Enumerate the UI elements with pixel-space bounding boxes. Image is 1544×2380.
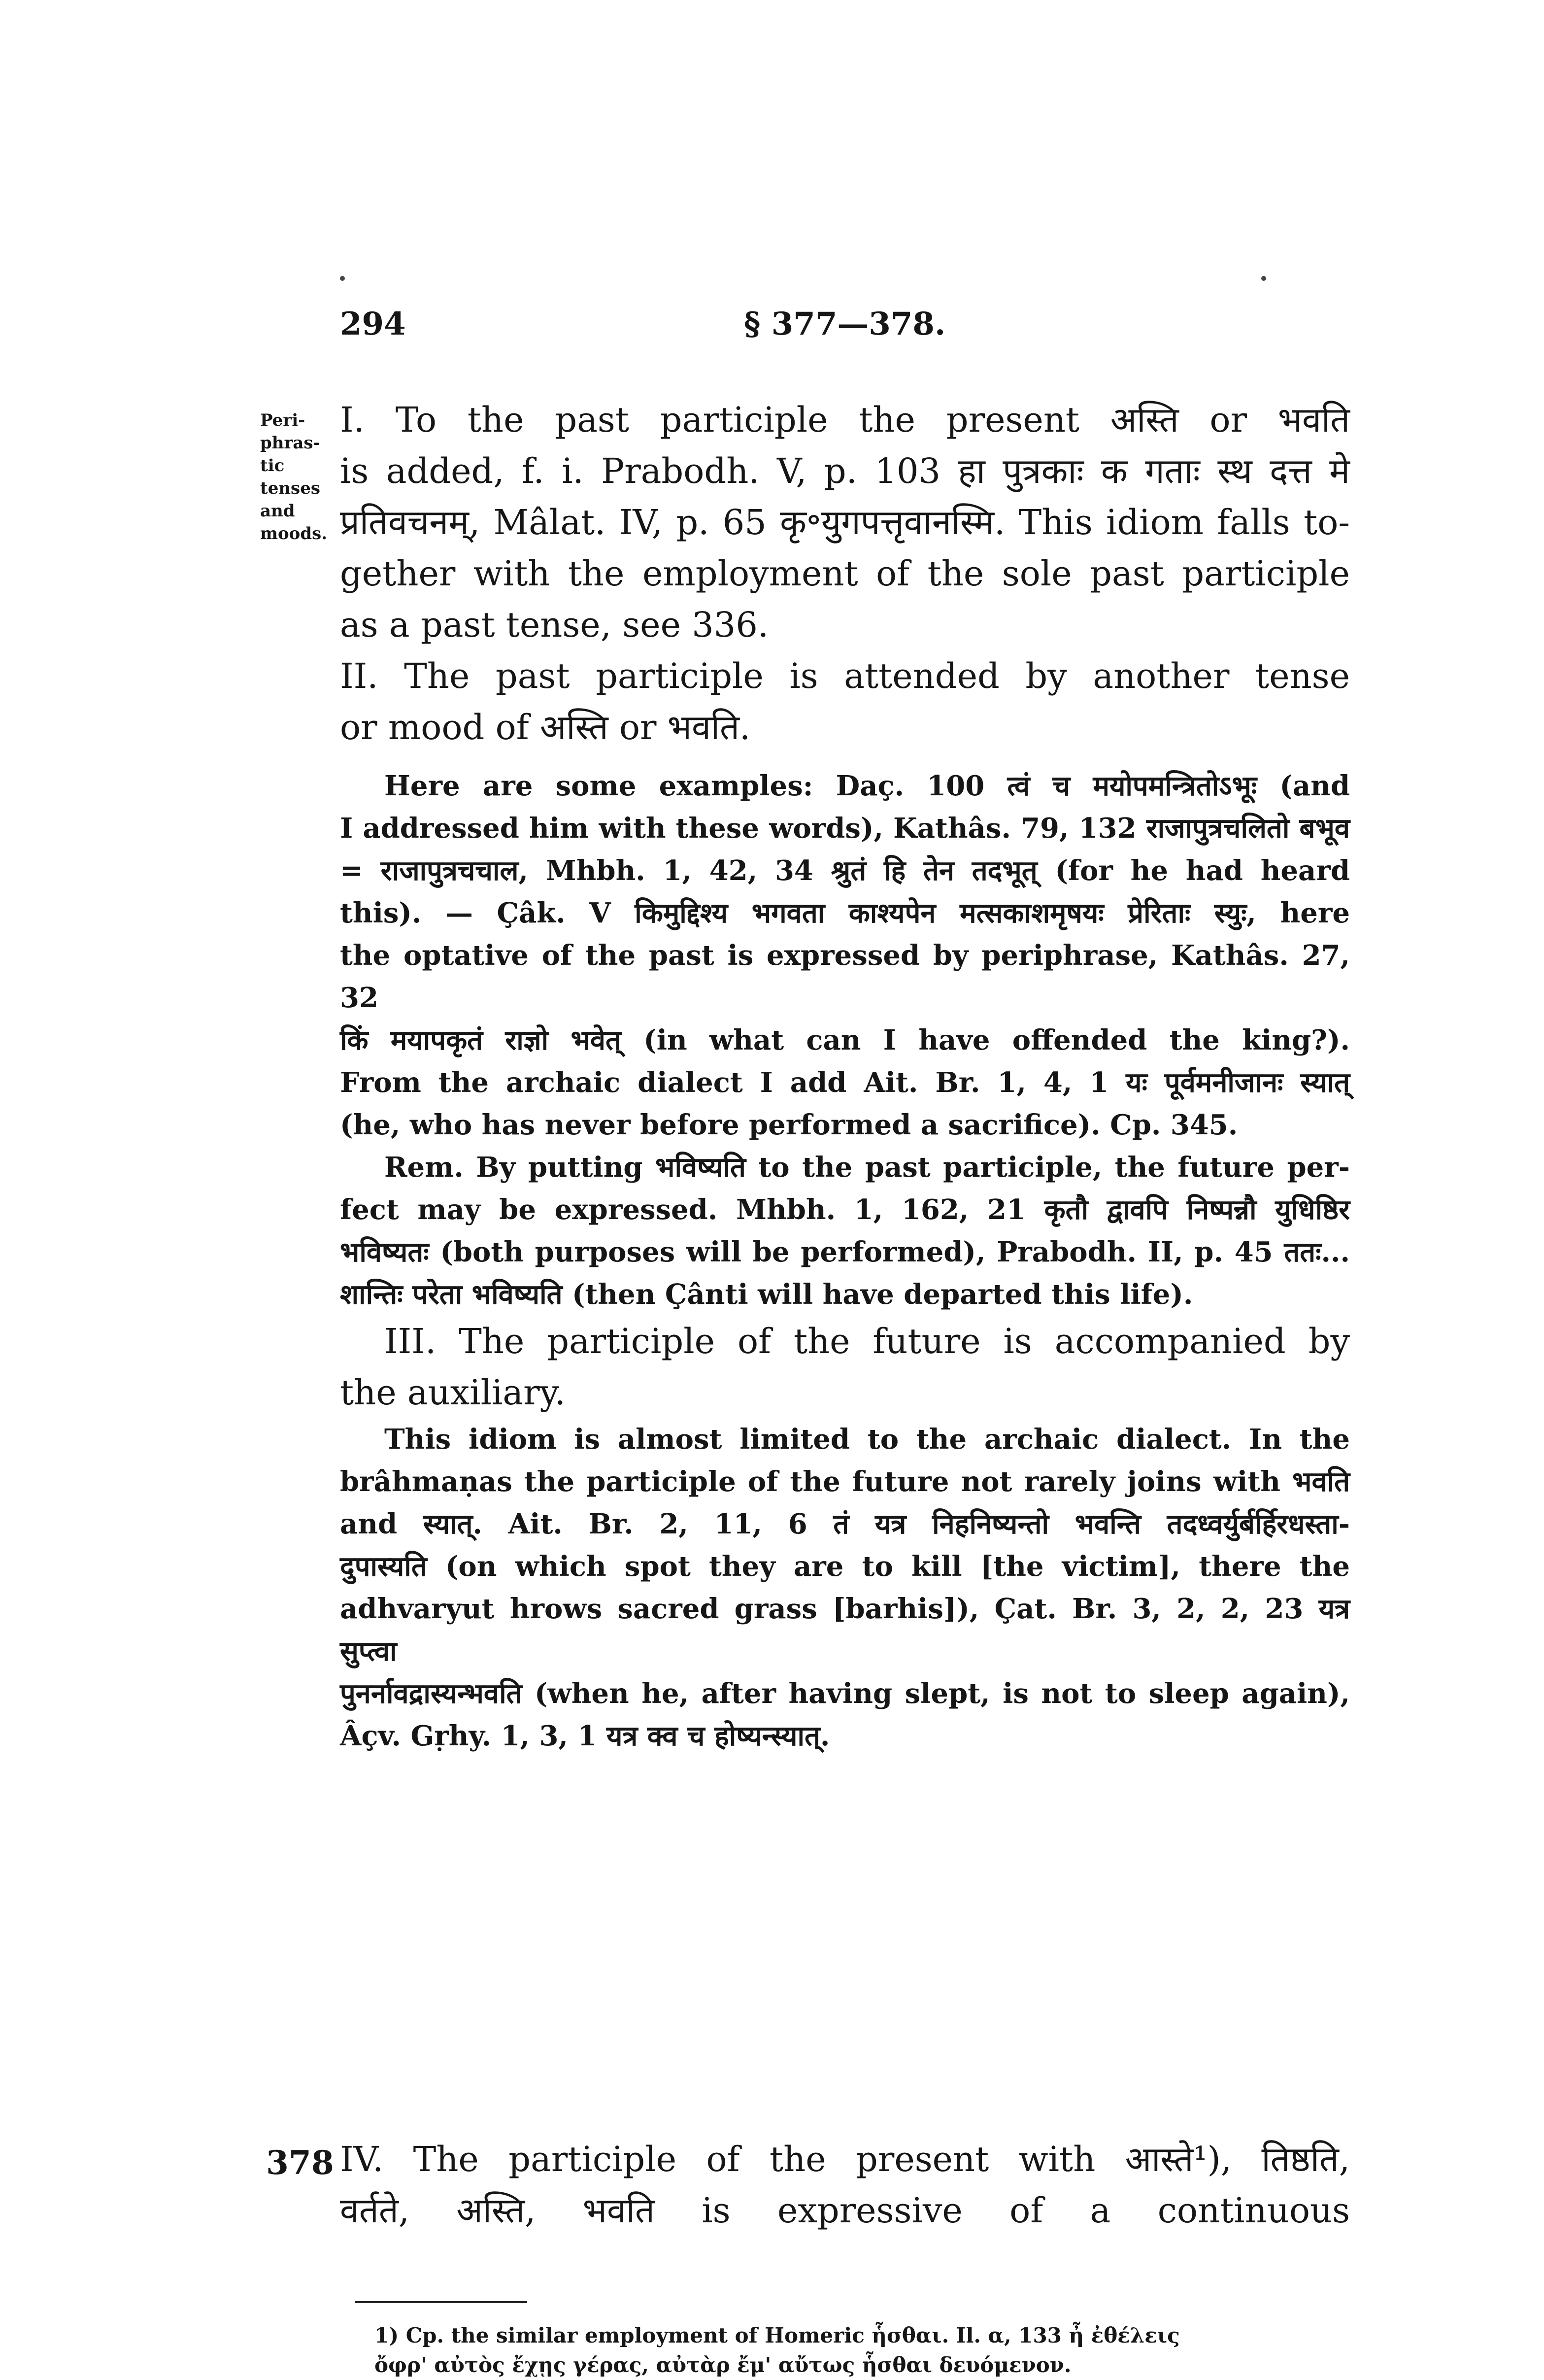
example-line: This idiom is almost limited to the archaic dialect. In the [384,1423,1350,1456]
example-line: and स्यात्. Ait. Br. 2, 11, 6 तं यत्र निहनिष्यन्तो भवन्ति तदध्वर्युर्बर्हिरधस्ता- [340,1508,1350,1540]
text-line: is added, f. i. Prabodh. V, p. 103 हा पुत्रकाः क गताः स्थ दत्त मे [340,451,1350,491]
example-line: this). — Çâk. V किमुद्दिश्य भगवता काश्यपेन मत्सकाशमृषयः प्रेरिताः स्युः, here [340,897,1350,929]
page-header [340,306,1350,360]
margin-note-line: tenses [260,478,320,498]
text-line: IV. The participle of the present with आस्ते¹), तिष्ठति, [340,2139,1350,2179]
example-line: = राजापुत्रचचाल, Mhbh. 1, 42, 34 श्रुतं हि तेन तदभूत् (for he had heard [340,854,1350,887]
example-line: (he, who has never before performed a sacrifice). Cp. 345. [340,1109,1238,1141]
text-line: प्रतिवचनम्, Mâlat. IV, p. 65 कृ॰युगपत्तृवानस्मि. This idiom falls to- [340,502,1350,543]
text-line: III. The participle of the future is accompanied by [384,1321,1350,1361]
margin-note-line: tic [260,456,285,476]
example-line: brâhmaṇas the participle of the future not rarely joins with भवति [340,1465,1350,1498]
paragraph-gap [340,753,1350,765]
text-line: gether with the employment of the sole past participle [340,553,1350,594]
footnote-line: ὄφρ' αὐτὸς ἔχῃς γέρας, αὐτὰρ ἔμ' αὔτως ἧσθαι δευόμενον. [374,2353,1072,2377]
margin-note-line: Peri- [260,410,305,430]
example-line: From the archaic dialect I add Ait. Br. 1, 4, 1 यः पूर्वमनीजानः स्यात् [340,1066,1350,1099]
example-line: Âçv. Gṛhy. 1, 3, 1 यत्र क्व च होष्यन्स्यात्. [340,1720,830,1752]
remark-line: Rem. By putting भविष्यति to the past participle, the future per- [384,1151,1350,1184]
text-line: or mood of अस्ति or भवति. [340,707,751,748]
print-speck [340,276,345,281]
text-line: वर्तते, अस्ति, भवति is expressive of a continuous [340,2190,1350,2231]
example-line: I addressed him with these words), Kathâs. 79, 132 राजापुत्रचलितो बभूव [340,812,1350,845]
print-speck [1261,276,1266,281]
body-text [340,394,1350,1757]
text-line: I. To the past participle the present अस्ति or भवति [340,400,1350,440]
example-line: adhvaryut hrows sacred grass [barhis]), Çat. Br. 3, 2, 2, 23 यत्र सुप्त्वा [340,1593,1350,1667]
section-378-text [340,2134,1350,2236]
example-line: दुपास्यति (on which spot they are to kill [the victim], there the [340,1550,1350,1583]
text-line: the auxiliary. [340,1372,566,1413]
margin-note-line: and [260,501,295,521]
footnote-line: 1) Cp. the similar employment of Homeric ἧσθαι. Il. α, 133 ἦ ἐθέλεις [374,2323,1180,2347]
footnote [374,2321,1350,2380]
section-number-378: 378 [266,2143,334,2182]
remark-line: fect may be expressed. Mhbh. 1, 162, 21 कृतौ द्वावपि निष्पन्नौ युधिष्ठिर [340,1193,1350,1226]
footnote-rule [355,2301,527,2303]
margin-note-line: moods. [260,524,328,544]
margin-note [260,409,334,545]
margin-note-line: phras- [260,433,320,453]
remark-line: शान्तिः परेता भविष्यति (then Çânti will have departed this life). [340,1278,1193,1311]
text-line: as a past tense, see 336. [340,605,769,645]
section-heading: § 377—378. [744,306,946,342]
example-line: Here are some examples: Daç. 100 त्वं च मयोपमन्त्रितोऽभूः (and [384,770,1350,802]
remark-line: भविष्यतः (both purposes will be performed), Prabodh. II, p. 45 ततः... [340,1236,1350,1268]
text-line: II. The past participle is attended by another tense [340,656,1350,696]
example-line: पुनर्नावद्रास्यन्भवति (when he, after having slept, is not to sleep again), [340,1677,1350,1710]
example-line: किं मयापकृतं राज्ञो भवेत् (in what can I have offended the king?). [340,1024,1350,1056]
page-number: 294 [340,306,406,342]
example-line: the optative of the past is expressed by periphrase, Kathâs. 27, 32 [340,939,1350,1014]
